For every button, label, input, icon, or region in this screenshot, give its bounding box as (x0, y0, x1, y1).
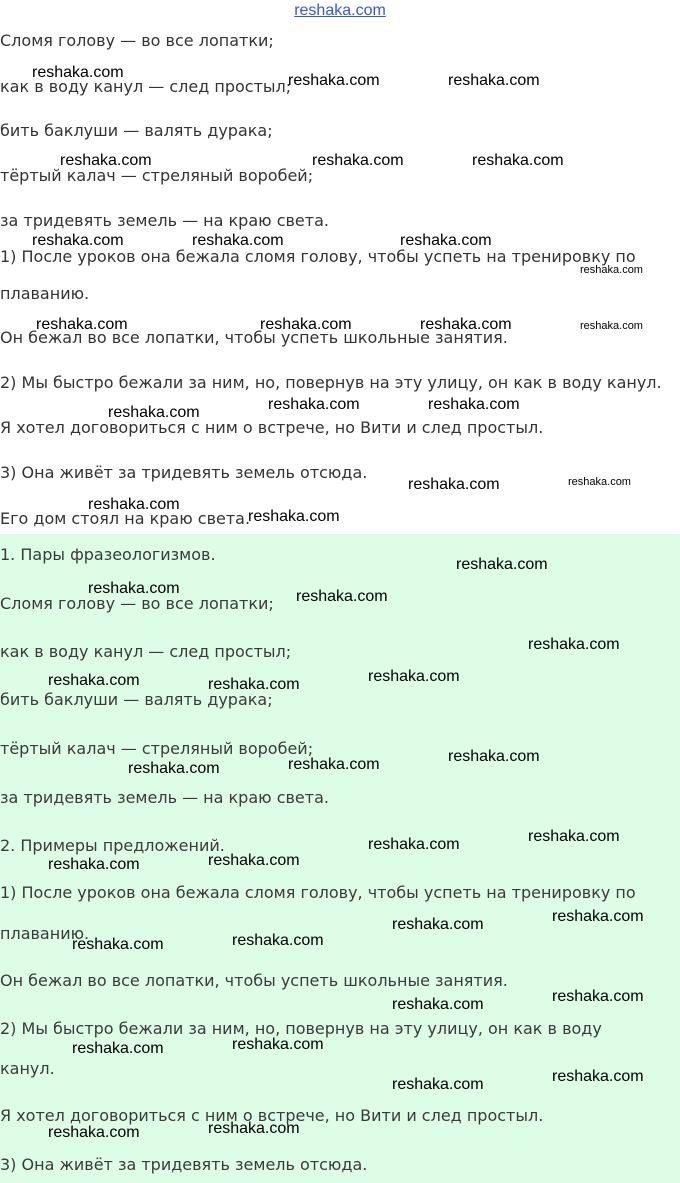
watermark: reshaka.com (72, 1040, 164, 1057)
text-line: Он бежал во все лопатки, чтобы успеть школьные занятия. (0, 328, 508, 347)
watermark: reshaka.com (208, 676, 300, 693)
watermark: reshaka.com (552, 988, 644, 1005)
watermark: reshaka.com (528, 828, 620, 845)
watermark: reshaka.com (88, 496, 180, 513)
watermark: reshaka.com (48, 672, 140, 689)
watermark: reshaka.com (288, 756, 380, 773)
text-line: Сломя голову — во все лопатки; (0, 594, 274, 613)
watermark: reshaka.com (392, 1076, 484, 1093)
text-line: 2. Примеры предложений. (0, 836, 225, 855)
watermark: reshaka.com (448, 72, 540, 89)
text-line: 1) После уроков она бежала сломя голову, чтобы успеть на тренировку по (0, 883, 636, 902)
text-line: за тридевять земель — на краю света. (0, 211, 329, 230)
watermark: reshaka.com (400, 232, 492, 249)
watermark: reshaka.com (420, 316, 512, 333)
watermark: reshaka.com (580, 320, 643, 332)
watermark: reshaka.com (232, 932, 324, 949)
watermark: reshaka.com (48, 1124, 140, 1141)
watermark: reshaka.com (368, 836, 460, 853)
watermark: reshaka.com (472, 152, 564, 169)
watermark: reshaka.com (456, 556, 548, 573)
text-line: плаванию. (0, 924, 90, 943)
text-line: плаванию. (0, 284, 90, 303)
watermark: reshaka.com (36, 316, 128, 333)
watermark: reshaka.com (260, 316, 352, 333)
watermark: reshaka.com (48, 856, 140, 873)
watermark: reshaka.com (552, 1068, 644, 1085)
text-line: 2) Мы быстро бежали за ним, но, повернув на эту улицу, он как в воду канул. (0, 373, 662, 392)
text-line: Его дом стоял на краю света. (0, 509, 251, 528)
text-line: как в воду канул — след простыл; (0, 77, 292, 96)
watermark: reshaka.com (448, 748, 540, 765)
watermark: reshaka.com (408, 476, 500, 493)
watermark: reshaka.com (192, 232, 284, 249)
site-header-link[interactable]: reshaka.com (294, 2, 386, 19)
text-line: как в воду канул — след простыл; (0, 642, 292, 661)
text-line: тёртый калач — стреляный воробей; (0, 166, 314, 185)
watermark: reshaka.com (208, 1120, 300, 1137)
watermark: reshaka.com (428, 396, 520, 413)
watermark: reshaka.com (60, 152, 152, 169)
text-line: канул. (0, 1059, 55, 1078)
watermark: reshaka.com (392, 916, 484, 933)
text-line: тёртый калач — стреляный воробей; (0, 739, 314, 758)
text-line: бить баклуши — валять дурака; (0, 121, 273, 140)
text-line: Я хотел договориться с ним о встрече, но Вити и след простыл. (0, 1106, 544, 1125)
watermark: reshaka.com (128, 760, 220, 777)
watermark: reshaka.com (72, 936, 164, 953)
watermark: reshaka.com (312, 152, 404, 169)
watermark: reshaka.com (108, 404, 200, 421)
text-line: Я хотел договориться с ним о встрече, но Вити и след простыл. (0, 418, 544, 437)
watermark: reshaka.com (392, 996, 484, 1013)
watermark: reshaka.com (296, 588, 388, 605)
watermark: reshaka.com (232, 1036, 324, 1053)
watermark: reshaka.com (268, 396, 360, 413)
watermark: reshaka.com (580, 264, 643, 276)
watermark: reshaka.com (248, 508, 340, 525)
watermark: reshaka.com (568, 476, 631, 488)
watermark: reshaka.com (32, 64, 124, 81)
text-line: 1) После уроков она бежала сломя голову, чтобы успеть на тренировку по (0, 247, 636, 266)
watermark: reshaka.com (552, 908, 644, 925)
text-line: Сломя голову — во все лопатки; (0, 31, 274, 50)
watermark: reshaka.com (368, 668, 460, 685)
text-line: 1. Пары фразеологизмов. (0, 545, 216, 564)
text-line: Он бежал во все лопатки, чтобы успеть школьные занятия. (0, 971, 508, 990)
watermark: reshaka.com (288, 72, 380, 89)
text-line: за тридевять земель — на краю света. (0, 788, 329, 807)
watermark: reshaka.com (32, 232, 124, 249)
text-line: бить баклуши — валять дурака; (0, 690, 273, 709)
watermark: reshaka.com (88, 580, 180, 597)
text-line: 3) Она живёт за тридевять земель отсюда. (0, 463, 368, 482)
watermark: reshaka.com (208, 852, 300, 869)
text-line: 3) Она живёт за тридевять земель отсюда. (0, 1155, 368, 1174)
text-line: 2) Мы быстро бежали за ним, но, повернув на эту улицу, он как в воду (0, 1019, 602, 1038)
watermark: reshaka.com (528, 636, 620, 653)
